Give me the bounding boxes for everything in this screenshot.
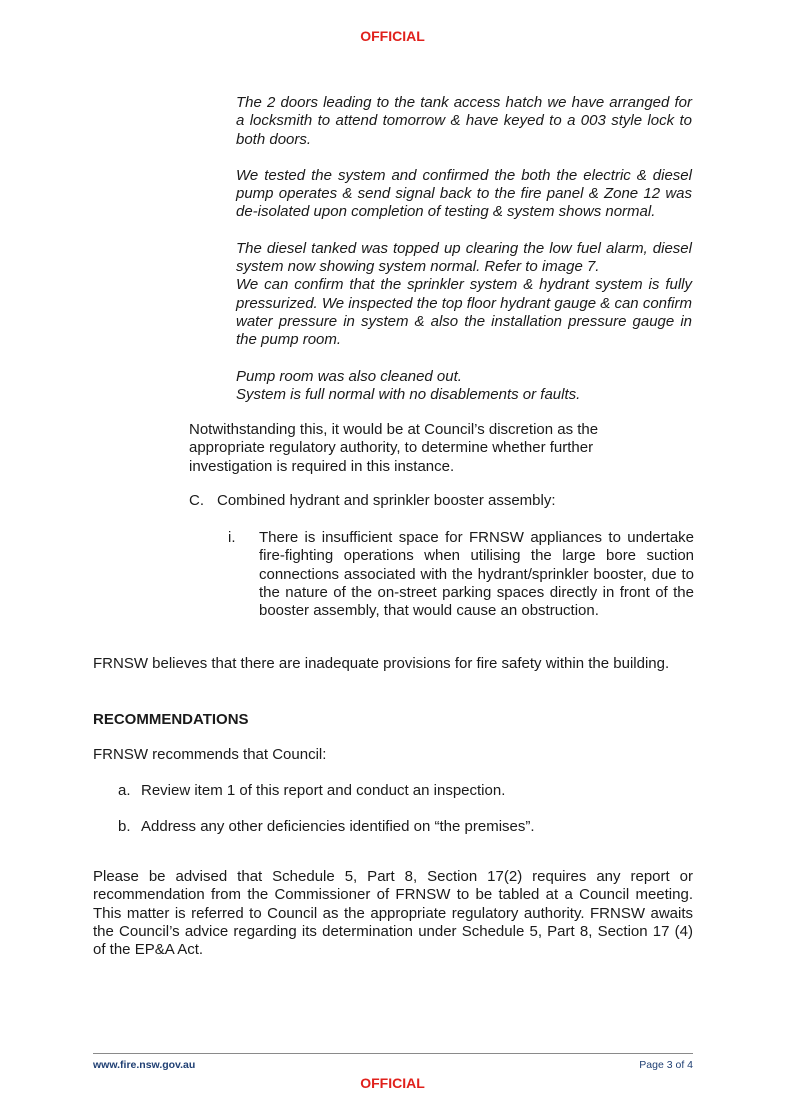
quote-paragraph-pressure: We can confirm that the sprinkler system & hydrant system is fully pressurized. We inspected the top floor hydrant gauge & can confirm water pressure in system & also the installation pressure gauge in the pump room. xyxy=(236,276,692,349)
classification-header: OFFICIAL xyxy=(360,28,425,44)
quote-paragraph-normal: System is full normal with no disablements or faults. xyxy=(236,385,581,403)
recommendations-heading: RECOMMENDATIONS xyxy=(93,711,249,728)
list-marker: a. xyxy=(118,782,131,799)
classification-footer: OFFICIAL xyxy=(360,1075,425,1091)
quote-paragraph-cleaned: Pump room was also cleaned out. xyxy=(236,367,462,385)
notwithstanding-paragraph: Notwithstanding this, it would be at Council’s discretion as the appropriate regulatory authority, to determine whether further investigation is required in this instance. xyxy=(189,421,599,475)
list-item-text: Review item 1 of this report and conduct an inspection. xyxy=(141,782,506,799)
list-item-text: Address any other deficiencies identified on “the premises”. xyxy=(141,818,535,835)
recommendations-intro: FRNSW recommends that Council: xyxy=(93,746,327,763)
footer-divider xyxy=(93,1053,693,1054)
belief-paragraph: FRNSW believes that there are inadequate provisions for fire safety within the building. xyxy=(93,655,670,672)
list-marker: b. xyxy=(118,818,131,835)
list-marker: i. xyxy=(228,529,236,546)
advice-paragraph: Please be advised that Schedule 5, Part 8, Section 17(2) requires any report or recommendation from the Commissioner of FRNSW to be tabled at a Council meeting. This matter is referred to Council as the appropriate regulatory authority. FRNSW awaits the Council’s advice regarding its determination under Schedule 5, Part 8, Section 17 (4) of the EP&A Act. xyxy=(93,868,693,959)
list-marker: C. xyxy=(189,492,204,509)
list-item-text: There is insufficient space for FRNSW appliances to undertake fire-fighting operations when utilising the large bore suction connections associated with the hydrant/sprinkler booster, due to the nature of the on-street parking spaces directly in front of the booster assembly, that would cause an obstruction. xyxy=(259,529,694,620)
footer-website-link[interactable]: www.fire.nsw.gov.au xyxy=(93,1059,196,1071)
quote-paragraph-testing: We tested the system and confirmed the both the electric & diesel pump operates & send signal back to the fire panel & Zone 12 was de-isolated upon completion of testing & system shows normal. xyxy=(236,166,692,221)
list-item-text: Combined hydrant and sprinkler booster assembly: xyxy=(217,492,556,509)
footer-page-number: Page 3 of 4 xyxy=(639,1059,693,1071)
quoted-report xyxy=(236,94,692,404)
list-item-c-i xyxy=(228,529,694,624)
quote-paragraph-diesel: The diesel tanked was topped up clearing the low fuel alarm, diesel system now showing system normal. Refer to image 7. xyxy=(236,239,692,276)
quote-paragraph-doors: The 2 doors leading to the tank access hatch we have arranged for a locksmith to attend tomorrow & have keyed to a 003 style lock to both doors. xyxy=(236,94,692,148)
